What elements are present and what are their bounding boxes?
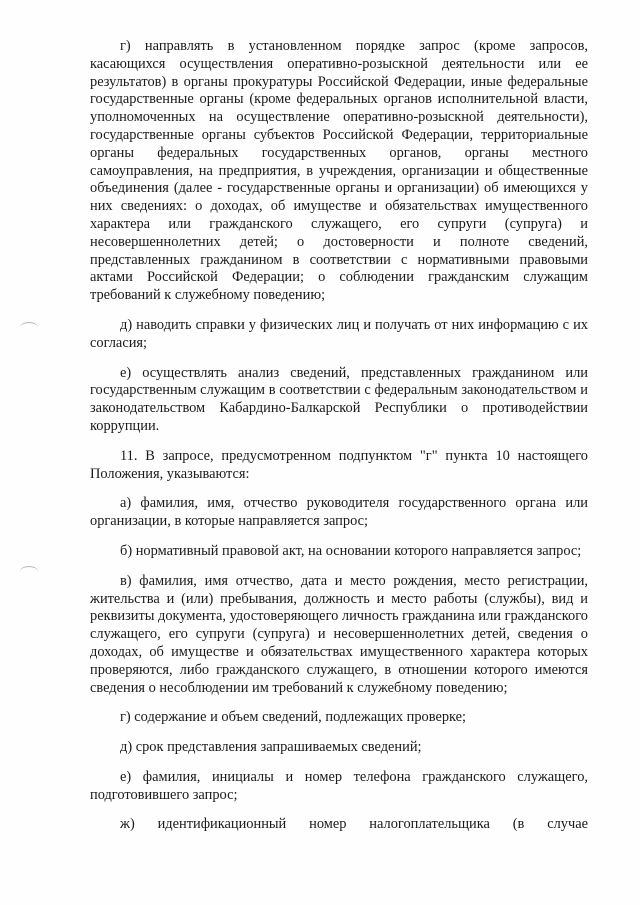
paragraph-item-v: в) фамилия, имя отчество, дата и место рождения, место регистрации, жительства и (или) пребывания, должность и место работы (службы), вид и реквизиты документа, удостоверяющего личность гражданина или гражданского служащего, его супруги (супруга) и несовершеннолетних детей, сведения о доходах, об имуществе и обязательствах имущественного характера которых проверяются, либо гражданского служащего, в отношении которого имеются сведения о несоблюдении им требований к служебному поведению;: [90, 572, 588, 696]
paragraph-item-e: е) осуществлять анализ сведений, представленных гражданином или государственным служащим в соответствии с федеральным законодательством и законодательством Кабардино-Балкарской Республики о противодействии коррупции.: [90, 364, 588, 434]
document-body: [90, 38, 588, 846]
paragraph-item-e2: е) фамилия, инициалы и номер телефона гражданского служащего, подготовившего запрос;: [90, 768, 588, 803]
paragraph-item-g: г) направлять в установленном порядке запрос (кроме запросов, касающихся осуществления оперативно-розыскной деятельности или ее результатов) в органы прокуратуры Российской Федерации, иные федеральные государственные органы (кроме федеральных органов исполнительной власти, уполномоченных на осуществление оперативно-розыскной деятельности), государственные органы субъектов Российской Федерации, территориальные органы федеральных государственных органов, органы местного самоуправления, на предприятия, в учреждения, организации и общественные объединения (далее - государственные органы и организации) об имеющихся у них сведениях: о доходах, об имуществе и обязательствах имущественного характера или гражданского служащего, его супруги (супруга) и несовершеннолетних детей; о достоверности и полноте сведений, представленных гражданином в соответствии с нормативными правовыми актами Российской Федерации; о соблюдении гражданским служащим требований к служебному поведению;: [90, 38, 588, 304]
paragraph-section-11: 11. В запросе, предусмотренном подпунктом "г" пункта 10 настоящего Положения, указываются:: [90, 447, 588, 482]
scan-margin-mark: [20, 566, 38, 577]
scan-margin-mark: [20, 322, 38, 333]
paragraph-item-d: д) наводить справки у физических лиц и получать от них информацию с их согласия;: [90, 316, 588, 351]
paragraph-item-b: б) нормативный правовой акт, на основании которого направляется запрос;: [120, 542, 582, 559]
paragraph-item-g2: г) содержание и объем сведений, подлежащих проверке;: [120, 709, 467, 726]
paragraph-item-d2: д) срок представления запрашиваемых сведений;: [120, 739, 422, 756]
paragraph-item-zh: ж) идентификационный номер налогоплательщика (в случае: [120, 816, 588, 833]
paragraph-item-a: а) фамилия, имя, отчество руководителя государственного органа или организации, в которые направляется запрос;: [90, 495, 588, 530]
